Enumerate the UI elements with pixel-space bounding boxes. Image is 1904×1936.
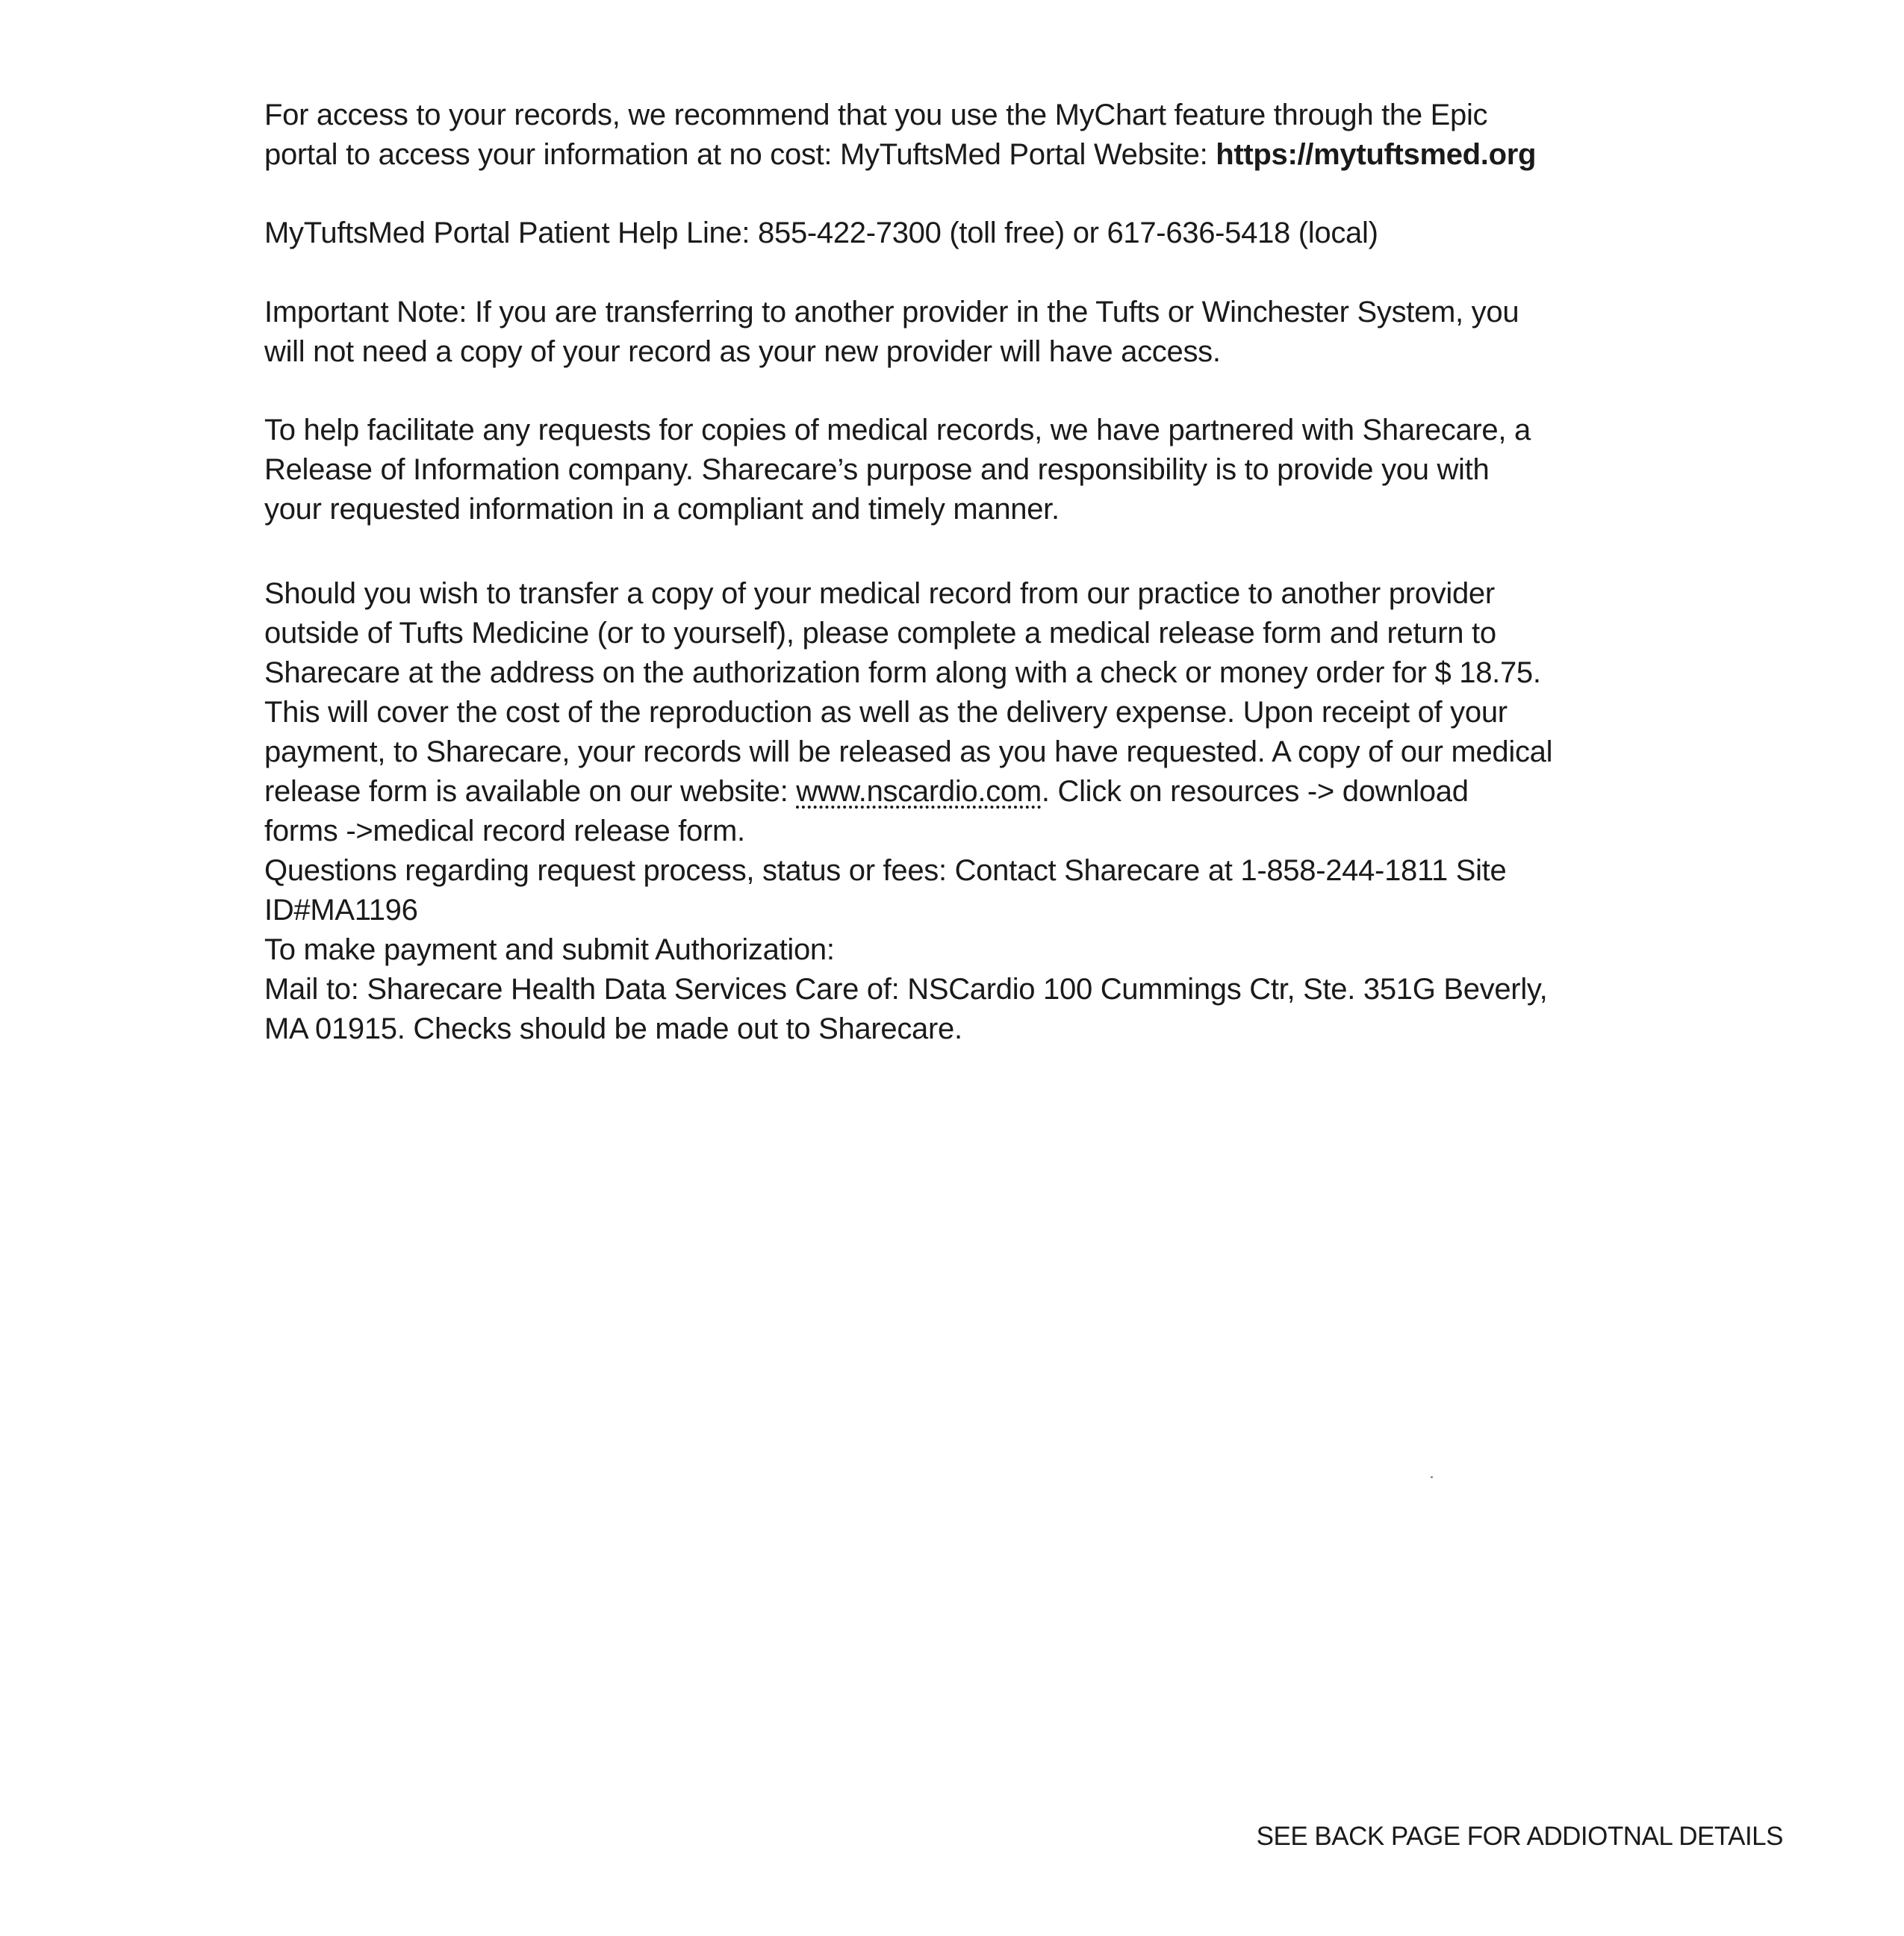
document-body (264, 96, 1631, 1049)
text-line: To help facilitate any requests for copies of medical records, we have partnered with Sharecare, a (264, 414, 1531, 446)
text-line: Should you wish to transfer a copy of your medical record from our practice to another provider (264, 577, 1495, 610)
text-line: MyTuftsMed Portal Patient Help Line: 855-422-7300 (toll free) or 617-636-5418 (local) (264, 217, 1378, 249)
text-line: payment, to Sharecare, your records will be released as you have requested. A copy of our medical (264, 735, 1553, 768)
text-line: Mail to: Sharecare Health Data Services Care of: NSCardio 100 Cummings Ctr, Ste. 351G Beverly, (264, 973, 1548, 1006)
text-line: Questions regarding request process, status or fees: Contact Sharecare at 1-858-244-1811 Site (264, 854, 1507, 887)
paragraph-transfer-instructions (264, 574, 1631, 1049)
text-line: your requested information in a compliant and timely manner. (264, 493, 1060, 526)
website-link[interactable]: www.nscardio.com (796, 775, 1042, 808)
text-span: . Click on resources -> download (1041, 775, 1469, 808)
text-line: ID#MA1196 (264, 894, 418, 927)
text-line (264, 135, 1631, 175)
text-line: This will cover the cost of the reproduction as well as the delivery expense. Upon receipt of your (264, 696, 1508, 729)
text-line: Sharecare at the address on the authorization form along with a check or money order for $ 18.75. (264, 656, 1541, 689)
paragraph-sharecare-partner (264, 411, 1631, 529)
text-line: To make payment and submit Authorization: (264, 933, 835, 966)
text-line: Release of Information company. Sharecare’s purpose and responsibility is to provide you with (264, 453, 1490, 486)
text-span: release form is available on our website: (264, 775, 797, 808)
paragraph-mychart-access (264, 96, 1631, 175)
text-line: For access to your records, we recommend that you use the MyChart feature through the Epic (264, 99, 1488, 131)
text-line: MA 01915. Checks should be made out to Sharecare. (264, 1012, 962, 1045)
text-span: portal to access your information at no cost: MyTuftsMed Portal Website: (264, 138, 1216, 171)
portal-website-url: https://mytuftsmed.org (1216, 138, 1537, 171)
paragraph-important-note (264, 293, 1631, 372)
text-line (264, 772, 1631, 812)
text-line: outside of Tufts Medicine (or to yourself), please complete a medical release form and return to (264, 617, 1496, 650)
scan-speck (1431, 1476, 1433, 1478)
back-page-note: SEE BACK PAGE FOR ADDIOTNAL DETAILS (1256, 1822, 1783, 1851)
text-line: Important Note: If you are transferring to another provider in the Tufts or Winchester System, you (264, 296, 1519, 329)
paragraph-help-line (264, 214, 1631, 253)
text-line: forms ->medical record release form. (264, 815, 745, 847)
text-line: will not need a copy of your record as your new provider will have access. (264, 335, 1221, 368)
